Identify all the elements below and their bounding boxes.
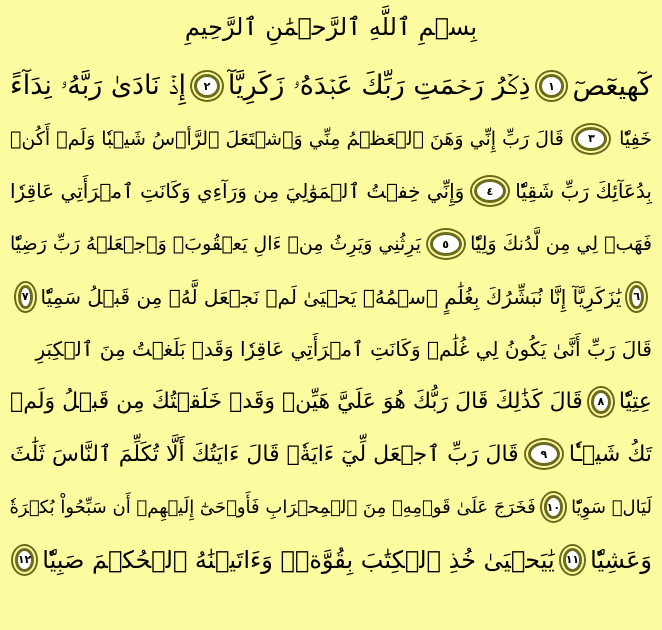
basmala-heading: بِسۡمِ ٱللَّهِ ٱلرَّحۡمَٰنِ ٱلرَّحِيمِ <box>184 13 478 41</box>
ayah-number-marker: ١٢ <box>15 548 34 572</box>
verse-line <box>10 270 652 323</box>
verse-text: خَفِيّٗا <box>619 127 652 150</box>
verse-text: ذِكۡرُ رَحۡمَتِ رَبِّكَ عَبۡدَهُۥ زَكَرِيَّآ <box>227 70 531 102</box>
ayah-number-marker: ٨ <box>591 390 611 414</box>
verse-text: فَخَرَجَ عَلَىٰ قَوۡمِهِۦ مِنَ ٱلۡمِحۡرَابِ فَأَوۡحَىٰٓ إِلَيۡهِمۡ أَن سَبِّحُواْ بُكۡرَةٗ <box>9 496 536 518</box>
verse-line <box>10 376 652 429</box>
verse-text: قَالَ رَبِّ إِنِّي وَهَنَ ٱلۡعَظۡمُ مِنِّي وَٱشۡتَعَلَ ٱلرَّأۡسُ شَيۡبٗا وَلَمۡ أَكُنۢ <box>10 127 564 150</box>
ayah-number-marker: ٢ <box>194 74 220 98</box>
verse-lines <box>10 60 652 586</box>
verse-text: يَٰيَحۡيَىٰ خُذِ ٱلۡكِتَٰبَ بِقُوَّةٖۖ وَءَاتَيۡنَٰهُ ٱلۡحُكۡمَ صَبِيّٗا <box>42 545 555 574</box>
verse-text: قَالَ كَذَٰلِكَ قَالَ رَبُّكَ هُوَ عَلَيَّ هَيِّنٞ وَقَدۡ خَلَقۡتُكَ مِن قَبۡلُ وَلَمۡ <box>10 389 583 415</box>
verse-line <box>10 165 652 218</box>
ayah-number-marker: ٤ <box>474 179 506 203</box>
verse-text: قَالَ رَبِّ أَنَّىٰ يَكُونُ لِي غُلَٰمٞ وَكَانَتِ ٱمۡرَأَتِي عَاقِرٗا وَقَدۡ بَلَغۡتُ مِنَ ٱلۡكِبَرِ <box>35 337 652 362</box>
ayah-number-marker: ٦ <box>629 285 644 309</box>
verse-line <box>10 428 652 481</box>
verse-text: بِدُعَآئِكَ رَبِّ شَقِيّٗا <box>515 179 652 204</box>
verse-line <box>10 533 652 586</box>
ayah-number-marker: ٥ <box>430 232 462 256</box>
verse-text: لَيَالٖ سَوِيّٗا <box>571 496 652 518</box>
verse-text: وَعَشِيّٗا <box>590 545 652 574</box>
verse-line <box>10 113 652 166</box>
ayah-number-marker: ١١ <box>563 548 582 572</box>
verse-text: فَهَبۡ لِي مِن لَّدُنكَ وَلِيّٗا <box>470 233 652 256</box>
verse-line <box>10 323 652 376</box>
verse-text: وَإِنِّي خِفۡتُ ٱلۡمَوَٰلِيَ مِن وَرَآءِي وَكَانَتِ ٱمۡرَأَتِي عَاقِرٗا <box>10 179 465 204</box>
verse-line <box>10 60 652 113</box>
verse-text: قَالَ رَبِّ ٱجۡعَل لِّيٓ ءَايَةٗۖ قَالَ ءَايَتُكَ أَلَّا تُكَلِّمَ ٱلنَّاسَ ثَلَٰثَ <box>10 441 519 467</box>
verse-line <box>10 218 652 271</box>
ayah-number-marker: ١٠ <box>544 495 563 519</box>
ayah-number-marker: ٧ <box>18 285 33 309</box>
verse-text: كٓهيعٓصٓ <box>572 70 652 102</box>
ayah-number-marker: ٣ <box>575 127 607 151</box>
ayah-number-marker: ١ <box>539 74 565 98</box>
verse-text: إِذۡ نَادَىٰ رَبَّهُۥ نِدَآءً <box>10 70 187 102</box>
ayah-number-marker: ٩ <box>528 442 560 466</box>
verse-text: تَكُ شَيۡـٔٗا <box>568 441 652 467</box>
verse-text: عِتِيّٗا <box>618 389 652 415</box>
verse-line <box>10 481 652 534</box>
verse-text: يَرِثُنِي وَيَرِثُ مِنۡ ءَالِ يَعۡقُوبَۖ وَٱجۡعَلۡهُ رَبِّ رَضِيّٗا <box>10 233 422 256</box>
verse-text: يَٰزَكَرِيَّآ إِنَّا نُبَشِّرُكَ بِغُلَٰمٍ ٱسۡمُهُۥ يَحۡيَىٰ لَمۡ نَجۡعَل لَّهُۥ مِن قَبۡلُ سَمِيّٗا <box>40 284 622 309</box>
